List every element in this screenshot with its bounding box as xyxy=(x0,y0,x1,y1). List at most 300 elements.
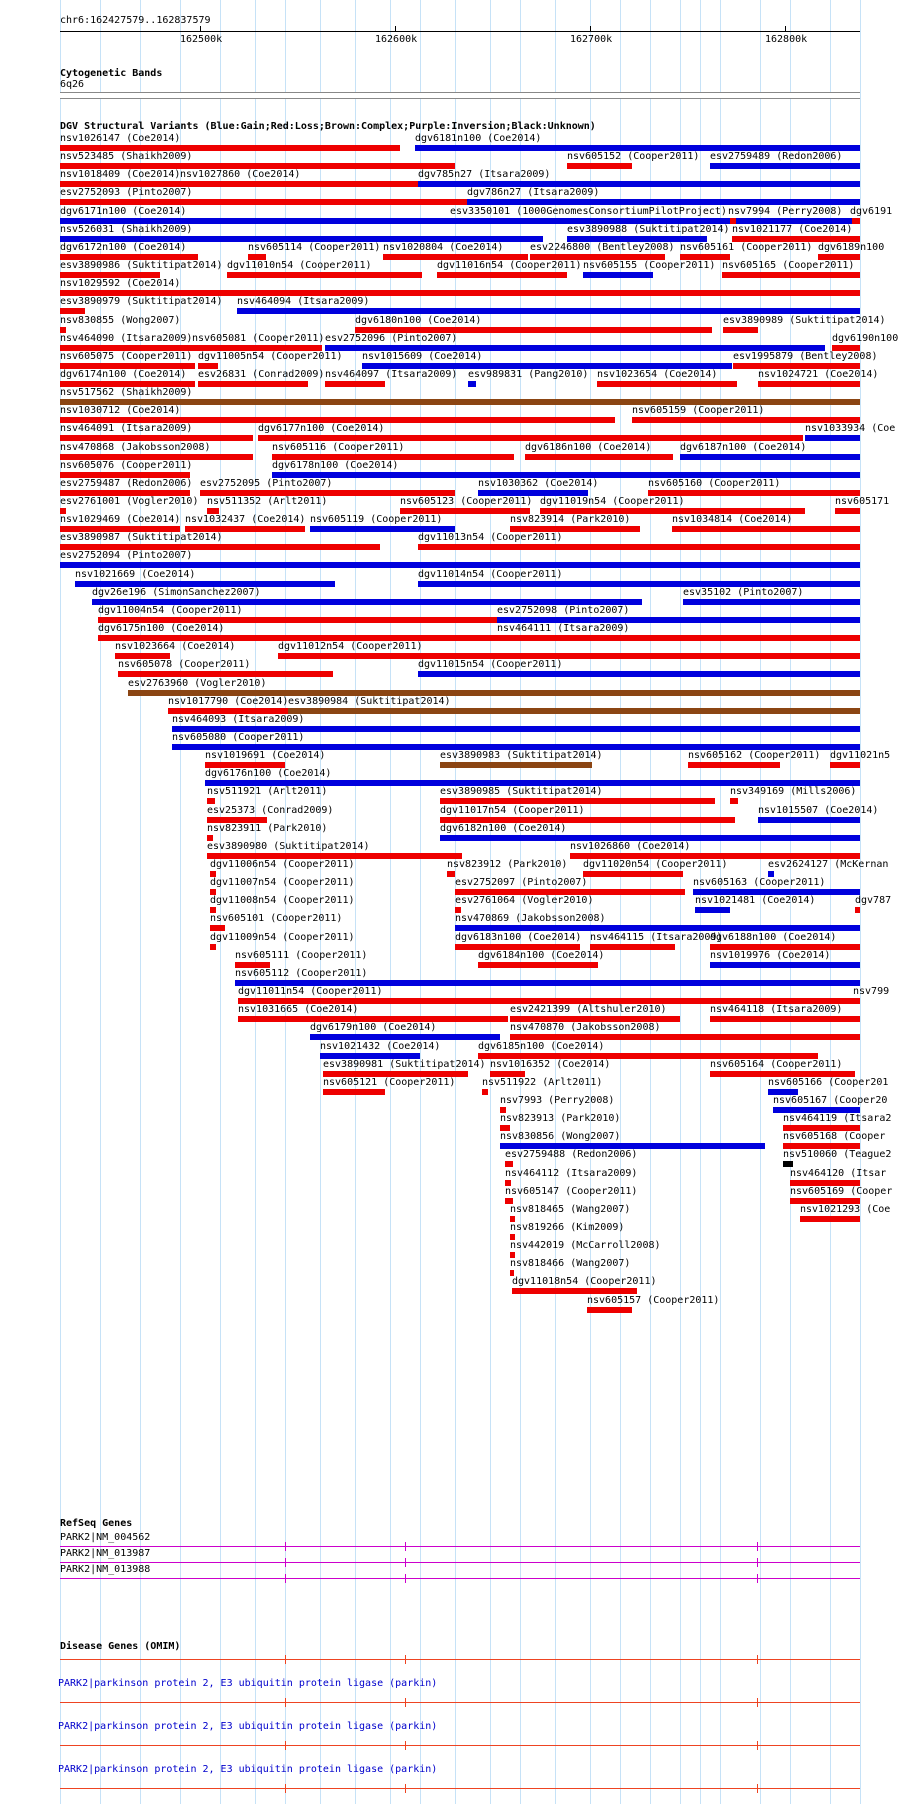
variant-label[interactable]: dgv11005n54 (Cooper2011) xyxy=(198,350,343,362)
variant-label[interactable]: nsv464119 (Itsara2 xyxy=(783,1113,892,1125)
variant-bar[interactable] xyxy=(855,907,860,913)
variant-label[interactable]: nsv1029592 (Coe2014) xyxy=(60,278,181,290)
variant-bar[interactable] xyxy=(783,1143,860,1149)
variant-label[interactable]: nsv605162 (Cooper2011) xyxy=(688,750,821,762)
variant-bar[interactable] xyxy=(418,671,860,677)
variant-label[interactable]: esv2763960 (Vogler2010) xyxy=(128,677,267,689)
variant-bar[interactable] xyxy=(835,508,860,514)
variant-bar[interactable] xyxy=(207,835,213,841)
variant-bar[interactable] xyxy=(648,490,860,496)
variant-label[interactable]: nsv1016352 (Coe2014) xyxy=(490,1058,611,1070)
variant-label[interactable]: nsv830855 (Wong2007) xyxy=(60,314,181,326)
variant-label[interactable]: nsv511922 (Arlt2011) xyxy=(482,1076,603,1088)
refseq-gene-model[interactable] xyxy=(60,1578,860,1579)
variant-bar[interactable] xyxy=(567,236,707,242)
variant-label[interactable]: dgv11011n54 (Cooper2011) xyxy=(238,986,383,998)
variant-label[interactable]: dgv6174n100 (Coe2014) xyxy=(60,368,187,380)
variant-label[interactable]: nsv605152 (Cooper2011) xyxy=(567,151,700,163)
variant-label[interactable]: nsv526031 (Shaikh2009) xyxy=(60,223,193,235)
variant-label[interactable]: dgv6180n100 (Coe2014) xyxy=(355,314,482,326)
variant-bar[interactable] xyxy=(198,363,218,369)
variant-bar[interactable] xyxy=(710,962,860,968)
variant-label[interactable]: esv2752094 (Pinto2007) xyxy=(60,550,193,562)
variant-bar[interactable] xyxy=(60,399,860,405)
variant-label[interactable]: nsv464097 (Itsara2009) xyxy=(325,368,458,380)
variant-label[interactable]: esv989831 (Pang2010) xyxy=(468,368,589,380)
variant-label[interactable]: esv3890985 (Suktitipat2014) xyxy=(440,786,603,798)
variant-label[interactable]: dgv6186n100 (Coe2014) xyxy=(525,441,652,453)
variant-bar[interactable] xyxy=(248,254,266,260)
variant-label[interactable]: nsv823912 (Park2010) xyxy=(447,859,568,870)
variant-label[interactable]: nsv464115 (Itsara2009) xyxy=(590,931,723,943)
variant-label[interactable]: esv3890983 (Suktitipat2014) xyxy=(440,750,603,762)
variant-bar[interactable] xyxy=(323,1071,468,1077)
variant-label[interactable]: esv3890986 (Suktitipat2014) xyxy=(60,260,223,272)
variant-label[interactable]: dgv6190n100 xyxy=(832,332,898,344)
variant-label[interactable]: nsv464093 (Itsara2009) xyxy=(172,713,305,725)
variant-label[interactable]: nsv511921 (Arlt2011) xyxy=(207,786,328,798)
variant-label[interactable]: esv3890988 (Suktitipat2014) xyxy=(567,223,730,235)
variant-label[interactable]: dgv11013n54 (Cooper2011) xyxy=(418,532,563,544)
variant-bar[interactable] xyxy=(447,871,455,877)
omim-entry-label[interactable]: PARK2|parkinson protein 2, E3 ubiquitin protein ligase (parkin) xyxy=(58,1764,438,1775)
variant-bar[interactable] xyxy=(227,272,422,278)
variant-bar[interactable] xyxy=(783,1161,793,1167)
variant-bar[interactable] xyxy=(437,272,567,278)
variant-label[interactable]: nsv818465 (Wang2007) xyxy=(510,1203,631,1215)
variant-bar[interactable] xyxy=(235,980,860,986)
variant-bar[interactable] xyxy=(210,907,216,913)
variant-label[interactable]: dgv6181n100 (Coe2014) xyxy=(415,133,542,144)
refseq-gene-label[interactable]: PARK2|NM_013987 xyxy=(60,1548,151,1559)
variant-bar[interactable] xyxy=(210,871,216,877)
variant-label[interactable]: nsv1021669 (Coe2014) xyxy=(75,568,196,580)
variant-label[interactable]: nsv1034814 (Coe2014) xyxy=(672,514,793,526)
refseq-gene-label[interactable]: PARK2|NM_013988 xyxy=(60,1564,151,1575)
variant-label[interactable]: dgv11016n54 (Cooper2011) xyxy=(437,260,582,272)
variant-bar[interactable] xyxy=(418,544,860,550)
variant-bar[interactable] xyxy=(722,272,860,278)
variant-bar[interactable] xyxy=(60,236,543,242)
variant-label[interactable]: nsv1023664 (Coe2014) xyxy=(115,641,236,653)
variant-bar[interactable] xyxy=(323,1089,385,1095)
variant-label[interactable]: esv3890980 (Suktitipat2014) xyxy=(207,840,370,852)
variant-bar[interactable] xyxy=(632,417,860,423)
variant-bar[interactable] xyxy=(478,962,598,968)
variant-bar[interactable] xyxy=(853,998,860,1004)
variant-bar[interactable] xyxy=(192,345,322,351)
variant-label[interactable]: esv3890984 (Suktitipat2014) xyxy=(288,695,451,707)
variant-label[interactable]: dgv11007n54 (Cooper2011) xyxy=(210,877,355,889)
variant-label[interactable]: nsv1031665 (Coe2014) xyxy=(238,1004,359,1016)
variant-bar[interactable] xyxy=(60,145,400,151)
variant-bar[interactable] xyxy=(272,472,860,478)
variant-bar[interactable] xyxy=(710,163,860,169)
variant-label[interactable]: dgv11010n54 (Cooper2011) xyxy=(227,260,372,272)
variant-bar[interactable] xyxy=(207,853,462,859)
variant-bar[interactable] xyxy=(60,454,253,460)
variant-label[interactable]: nsv464112 (Itsara2009) xyxy=(505,1167,638,1179)
variant-label[interactable]: nsv1024721 (Coe2014) xyxy=(758,368,879,380)
variant-bar[interactable] xyxy=(258,435,803,441)
variant-bar[interactable] xyxy=(278,653,860,659)
variant-bar[interactable] xyxy=(500,1107,506,1113)
variant-bar[interactable] xyxy=(455,907,461,913)
variant-bar[interactable] xyxy=(505,1180,511,1186)
variant-label[interactable]: dgv6171n100 (Coe2014) xyxy=(60,205,187,217)
variant-label[interactable]: nsv1023654 (Coe2014) xyxy=(597,368,718,380)
variant-label[interactable]: esv3350101 (1000GenomesConsortiumPilotProject) xyxy=(450,205,727,217)
variant-bar[interactable] xyxy=(768,1089,798,1095)
variant-label[interactable]: nsv511352 (Arlt2011) xyxy=(207,496,328,507)
variant-label[interactable]: esv2759487 (Redon2006) xyxy=(60,477,193,489)
variant-label[interactable]: nsv7994 (Perry2008) xyxy=(728,205,843,217)
variant-label[interactable]: dgv6185n100 (Coe2014) xyxy=(478,1040,605,1052)
variant-bar[interactable] xyxy=(180,181,420,187)
variant-label[interactable]: nsv605080 (Cooper2011) xyxy=(172,731,305,743)
variant-bar[interactable] xyxy=(418,181,860,187)
variant-label[interactable]: nsv1018409 (Coe2014) xyxy=(60,169,181,181)
variant-bar[interactable] xyxy=(478,1053,818,1059)
variant-bar[interactable] xyxy=(693,889,860,895)
variant-bar[interactable] xyxy=(60,308,85,314)
variant-label[interactable]: dgv11015n54 (Cooper2011) xyxy=(418,659,563,671)
variant-label[interactable]: dgv11018n54 (Cooper2011) xyxy=(512,1276,657,1288)
variant-label[interactable]: nsv523485 (Shaikh2009) xyxy=(60,151,193,163)
variant-bar[interactable] xyxy=(510,1034,860,1040)
variant-label[interactable]: dgv6184n100 (Coe2014) xyxy=(478,949,605,961)
variant-bar[interactable] xyxy=(60,272,160,278)
variant-bar[interactable] xyxy=(185,526,305,532)
variant-bar[interactable] xyxy=(710,944,860,950)
variant-label[interactable]: nsv605121 (Cooper2011) xyxy=(323,1076,456,1088)
variant-bar[interactable] xyxy=(60,435,253,441)
variant-bar[interactable] xyxy=(688,762,780,768)
variant-bar[interactable] xyxy=(830,762,860,768)
variant-label[interactable]: dgv785n27 (Itsara2009) xyxy=(418,169,551,181)
variant-label[interactable]: nsv1030362 (Coe2014) xyxy=(478,477,599,489)
variant-label[interactable]: nsv605114 (Cooper2011) xyxy=(248,241,381,253)
variant-bar[interactable] xyxy=(60,417,615,423)
variant-bar[interactable] xyxy=(680,254,730,260)
omim-entry-label[interactable]: PARK2|parkinson protein 2, E3 ubiquitin protein ligase (parkin) xyxy=(58,1721,438,1732)
variant-bar[interactable] xyxy=(118,671,333,677)
variant-bar[interactable] xyxy=(200,490,455,496)
variant-bar[interactable] xyxy=(60,199,510,205)
variant-label[interactable]: dgv11014n54 (Cooper2011) xyxy=(418,568,563,580)
variant-bar[interactable] xyxy=(683,599,860,605)
variant-bar[interactable] xyxy=(455,925,860,931)
cytoband-bar[interactable] xyxy=(60,92,860,99)
variant-label[interactable]: esv3890989 (Suktitipat2014) xyxy=(723,314,886,326)
variant-label[interactable]: nsv605164 (Cooper2011) xyxy=(710,1058,843,1070)
variant-bar[interactable] xyxy=(758,381,860,387)
refseq-gene-model[interactable] xyxy=(60,1546,860,1547)
variant-label[interactable]: dgv6178n100 (Coe2014) xyxy=(272,459,399,471)
variant-bar[interactable] xyxy=(800,1216,860,1222)
variant-label[interactable]: nsv605119 (Cooper2011) xyxy=(310,514,443,526)
variant-label[interactable]: nsv510060 (Teague2 xyxy=(783,1149,892,1161)
variant-bar[interactable] xyxy=(60,254,198,260)
variant-label[interactable]: esv2759489 (Redon2006) xyxy=(710,151,843,163)
variant-label[interactable]: nsv605157 (Cooper2011) xyxy=(587,1294,720,1306)
variant-label[interactable]: esv25373 (Conrad2009) xyxy=(207,804,334,816)
variant-label[interactable]: esv2246800 (Bentley2008) xyxy=(530,241,675,253)
variant-bar[interactable] xyxy=(805,435,860,441)
variant-bar[interactable] xyxy=(205,780,860,786)
variant-bar[interactable] xyxy=(510,526,640,532)
variant-bar[interactable] xyxy=(695,907,730,913)
variant-label[interactable]: dgv11009n54 (Cooper2011) xyxy=(210,931,355,943)
variant-bar[interactable] xyxy=(210,944,216,950)
variant-bar[interactable] xyxy=(587,1307,632,1313)
variant-bar[interactable] xyxy=(710,1016,860,1022)
variant-bar[interactable] xyxy=(440,798,715,804)
variant-bar[interactable] xyxy=(310,1034,500,1040)
variant-label[interactable]: dgv6189n100 xyxy=(818,241,885,253)
variant-label[interactable]: esv2759488 (Redon2006) xyxy=(505,1149,638,1161)
variant-bar[interactable] xyxy=(60,218,450,224)
variant-bar[interactable] xyxy=(210,889,216,895)
variant-bar[interactable] xyxy=(525,454,673,460)
variant-bar[interactable] xyxy=(510,1216,515,1222)
variant-label[interactable]: nsv605163 (Cooper2011) xyxy=(693,877,826,889)
variant-label[interactable]: nsv1021177 (Coe2014) xyxy=(732,223,853,235)
variant-bar[interactable] xyxy=(478,490,588,496)
variant-bar[interactable] xyxy=(597,381,737,387)
variant-label[interactable]: nsv1027860 (Coe2014) xyxy=(180,169,301,181)
variant-label[interactable]: nsv464111 (Itsara2009) xyxy=(497,623,630,635)
variant-bar[interactable] xyxy=(783,1125,860,1131)
variant-bar[interactable] xyxy=(730,798,738,804)
variant-bar[interactable] xyxy=(500,1143,765,1149)
variant-bar[interactable] xyxy=(852,218,860,224)
variant-bar[interactable] xyxy=(60,562,860,568)
variant-bar[interactable] xyxy=(75,581,335,587)
variant-label[interactable]: nsv464120 (Itsar xyxy=(790,1167,887,1179)
variant-label[interactable]: nsv1021293 (Coe xyxy=(800,1203,891,1215)
variant-label[interactable]: nsv605167 (Cooper20 xyxy=(773,1094,888,1106)
variant-bar[interactable] xyxy=(288,708,860,714)
variant-label[interactable]: nsv605160 (Cooper2011) xyxy=(648,477,781,489)
variant-label[interactable]: nsv470870 (Jakobsson2008) xyxy=(510,1022,661,1034)
variant-bar[interactable] xyxy=(497,617,860,623)
variant-bar[interactable] xyxy=(680,454,860,460)
variant-label[interactable]: nsv823911 (Park2010) xyxy=(207,822,328,834)
omim-gene-model[interactable] xyxy=(60,1745,860,1746)
variant-label[interactable]: nsv823914 (Park2010) xyxy=(510,514,631,526)
variant-bar[interactable] xyxy=(482,1089,488,1095)
variant-bar[interactable] xyxy=(60,327,66,333)
variant-label[interactable]: dgv11008n54 (Cooper2011) xyxy=(210,895,355,907)
variant-label[interactable]: dgv11004n54 (Cooper2011) xyxy=(98,604,243,616)
variant-bar[interactable] xyxy=(500,1125,510,1131)
variant-label[interactable]: nsv1019976 (Coe2014) xyxy=(710,949,831,961)
variant-bar[interactable] xyxy=(672,526,860,532)
variant-label[interactable]: dgv11020n54 (Cooper2011) xyxy=(583,859,728,870)
variant-bar[interactable] xyxy=(60,472,190,478)
variant-bar[interactable] xyxy=(583,871,683,877)
variant-bar[interactable] xyxy=(510,1270,514,1276)
variant-label[interactable]: nsv605112 (Cooper2011) xyxy=(235,967,368,979)
variant-label[interactable]: dgv786n27 (Itsara2009) xyxy=(467,187,600,199)
variant-bar[interactable] xyxy=(733,363,860,369)
variant-label[interactable]: esv2624127 (McKernan xyxy=(768,859,889,870)
variant-bar[interactable] xyxy=(505,1161,513,1167)
variant-label[interactable]: nsv605101 (Cooper2011) xyxy=(210,913,343,925)
variant-bar[interactable] xyxy=(455,944,580,950)
variant-bar[interactable] xyxy=(238,1016,508,1022)
omim-entry-label[interactable]: PARK2|parkinson protein 2, E3 ubiquitin protein ligase (parkin) xyxy=(58,1678,438,1689)
refseq-gene-model[interactable] xyxy=(60,1562,860,1563)
variant-bar[interactable] xyxy=(512,1288,637,1294)
variant-bar[interactable] xyxy=(440,835,860,841)
variant-bar[interactable] xyxy=(60,490,190,496)
variant-bar[interactable] xyxy=(400,508,530,514)
variant-label[interactable]: nsv1019691 (Coe2014) xyxy=(205,750,326,762)
variant-label[interactable]: dgv6176n100 (Coe2014) xyxy=(205,768,332,780)
variant-bar[interactable] xyxy=(418,581,860,587)
variant-label[interactable]: nsv830856 (Wong2007) xyxy=(500,1131,621,1143)
variant-bar[interactable] xyxy=(207,508,219,514)
variant-bar[interactable] xyxy=(758,817,860,823)
variant-label[interactable]: nsv799 xyxy=(853,986,890,998)
variant-bar[interactable] xyxy=(510,1234,515,1240)
omim-gene-model[interactable] xyxy=(60,1788,860,1789)
variant-label[interactable]: esv2761064 (Vogler2010) xyxy=(455,895,594,907)
variant-label[interactable]: nsv605076 (Cooper2011) xyxy=(60,459,193,471)
variant-bar[interactable] xyxy=(60,345,195,351)
variant-label[interactable]: esv2752093 (Pinto2007) xyxy=(60,187,193,199)
variant-label[interactable]: nsv605123 (Cooper2011) xyxy=(400,496,533,507)
variant-bar[interactable] xyxy=(60,381,195,387)
variant-label[interactable]: nsv605171 xyxy=(835,496,890,507)
variant-bar[interactable] xyxy=(320,1053,420,1059)
variant-label[interactable]: nsv605166 (Cooper201 xyxy=(768,1076,889,1088)
variant-label[interactable]: nsv605165 (Cooper2011) xyxy=(722,260,855,272)
variant-label[interactable]: nsv1032437 (Coe2014) xyxy=(185,514,306,526)
variant-bar[interactable] xyxy=(790,1180,860,1186)
variant-label[interactable]: dgv6179n100 (Coe2014) xyxy=(310,1022,437,1034)
variant-bar[interactable] xyxy=(207,817,267,823)
variant-label[interactable]: nsv1015507 (Coe2014) xyxy=(758,804,879,816)
variant-label[interactable]: dgv6182n100 (Coe2014) xyxy=(440,822,567,834)
variant-label[interactable]: nsv605147 (Cooper2011) xyxy=(505,1185,638,1197)
variant-label[interactable]: dgv11012n54 (Cooper2011) xyxy=(278,641,423,653)
variant-label[interactable]: esv3890981 (Suktitipat2014) xyxy=(323,1058,486,1070)
variant-label[interactable]: dgv6175n100 (Coe2014) xyxy=(98,623,225,635)
variant-bar[interactable] xyxy=(570,853,860,859)
variant-label[interactable]: dgv6172n100 (Coe2014) xyxy=(60,241,187,253)
variant-label[interactable]: nsv1020804 (Coe2014) xyxy=(383,241,504,253)
variant-label[interactable]: esv2752096 (Pinto2007) xyxy=(325,332,458,344)
variant-bar[interactable] xyxy=(383,254,528,260)
variant-label[interactable]: dgv6177n100 (Coe2014) xyxy=(258,423,385,435)
variant-label[interactable]: dgv26e196 (SimonSanchez2007) xyxy=(92,586,261,598)
variant-label[interactable]: esv26831 (Conrad2009) xyxy=(198,368,325,380)
variant-label[interactable]: dgv11021n5 xyxy=(830,750,891,762)
variant-label[interactable]: nsv464090 (Itsara2009) xyxy=(60,332,193,344)
variant-label[interactable]: nsv605161 (Cooper2011) xyxy=(680,241,813,253)
variant-label[interactable]: nsv605168 (Cooper xyxy=(783,1131,886,1143)
variant-bar[interactable] xyxy=(60,290,860,296)
variant-bar[interactable] xyxy=(172,726,860,732)
variant-label[interactable]: nsv823913 (Park2010) xyxy=(500,1113,621,1125)
variant-bar[interactable] xyxy=(60,163,455,169)
variant-label[interactable]: dgv6191 xyxy=(850,205,893,217)
variant-label[interactable]: esv2752098 (Pinto2007) xyxy=(497,604,630,616)
variant-bar[interactable] xyxy=(207,798,215,804)
variant-bar[interactable] xyxy=(710,1071,855,1077)
variant-bar[interactable] xyxy=(732,236,860,242)
variant-bar[interactable] xyxy=(237,308,860,314)
variant-label[interactable]: nsv1030712 (Coe2014) xyxy=(60,405,181,417)
variant-bar[interactable] xyxy=(60,526,180,532)
variant-bar[interactable] xyxy=(272,454,514,460)
variant-label[interactable]: dgv6183n100 (Coe2014) xyxy=(455,931,582,943)
variant-bar[interactable] xyxy=(60,544,380,550)
variant-bar[interactable] xyxy=(510,1016,680,1022)
variant-bar[interactable] xyxy=(440,762,592,768)
variant-bar[interactable] xyxy=(205,762,285,768)
variant-label[interactable]: dgv11017n54 (Cooper2011) xyxy=(440,804,585,816)
variant-bar[interactable] xyxy=(325,381,385,387)
variant-bar[interactable] xyxy=(530,254,665,260)
variant-label[interactable]: nsv1026860 (Coe2014) xyxy=(570,840,691,852)
variant-bar[interactable] xyxy=(128,690,860,696)
variant-label[interactable]: nsv517562 (Shaikh2009) xyxy=(60,387,193,399)
variant-label[interactable]: dgv6187n100 (Coe2014) xyxy=(680,441,807,453)
variant-bar[interactable] xyxy=(723,327,758,333)
variant-bar[interactable] xyxy=(540,508,805,514)
variant-label[interactable]: nsv464118 (Itsara2009) xyxy=(710,1004,843,1016)
variant-label[interactable]: nsv605169 (Cooper xyxy=(790,1185,893,1197)
variant-label[interactable]: nsv605159 (Cooper2011) xyxy=(632,405,765,417)
variant-label[interactable]: nsv605155 (Cooper2011) xyxy=(583,260,716,272)
variant-label[interactable]: esv35102 (Pinto2007) xyxy=(683,586,804,598)
variant-label[interactable]: nsv1015609 (Coe2014) xyxy=(362,350,483,362)
variant-bar[interactable] xyxy=(362,363,732,369)
variant-label[interactable]: dgv6188n100 (Coe2014) xyxy=(710,931,837,943)
variant-label[interactable]: nsv7993 (Perry2008) xyxy=(500,1094,615,1106)
variant-label[interactable]: esv2421399 (Altshuler2010) xyxy=(510,1004,667,1016)
variant-label[interactable]: esv3890987 (Suktitipat2014) xyxy=(60,532,223,544)
variant-bar[interactable] xyxy=(583,272,653,278)
variant-label[interactable]: nsv605111 (Cooper2011) xyxy=(235,949,368,961)
variant-bar[interactable] xyxy=(98,635,498,641)
variant-bar[interactable] xyxy=(210,925,225,931)
variant-label[interactable]: nsv1017790 (Coe2014) xyxy=(168,695,289,707)
variant-bar[interactable] xyxy=(468,381,476,387)
variant-label[interactable]: dgv11019n54 (Cooper2011) xyxy=(540,496,685,507)
variant-label[interactable]: nsv1026147 (Coe2014) xyxy=(60,133,181,144)
variant-label[interactable]: nsv819266 (Kim2009) xyxy=(510,1222,625,1233)
variant-label[interactable]: nsv818466 (Wang2007) xyxy=(510,1258,631,1270)
variant-bar[interactable] xyxy=(235,962,270,968)
variant-bar[interactable] xyxy=(490,1071,525,1077)
variant-bar[interactable] xyxy=(115,653,170,659)
variant-bar[interactable] xyxy=(467,199,860,205)
variant-bar[interactable] xyxy=(768,871,774,877)
variant-bar[interactable] xyxy=(818,254,860,260)
variant-label[interactable]: nsv605081 (Cooper2011) xyxy=(192,332,325,344)
variant-bar[interactable] xyxy=(440,817,735,823)
variant-bar[interactable] xyxy=(567,163,632,169)
omim-gene-model[interactable] xyxy=(60,1659,860,1660)
variant-bar[interactable] xyxy=(98,617,498,623)
variant-bar[interactable] xyxy=(455,889,685,895)
variant-label[interactable]: nsv605116 (Cooper2011) xyxy=(272,441,405,453)
